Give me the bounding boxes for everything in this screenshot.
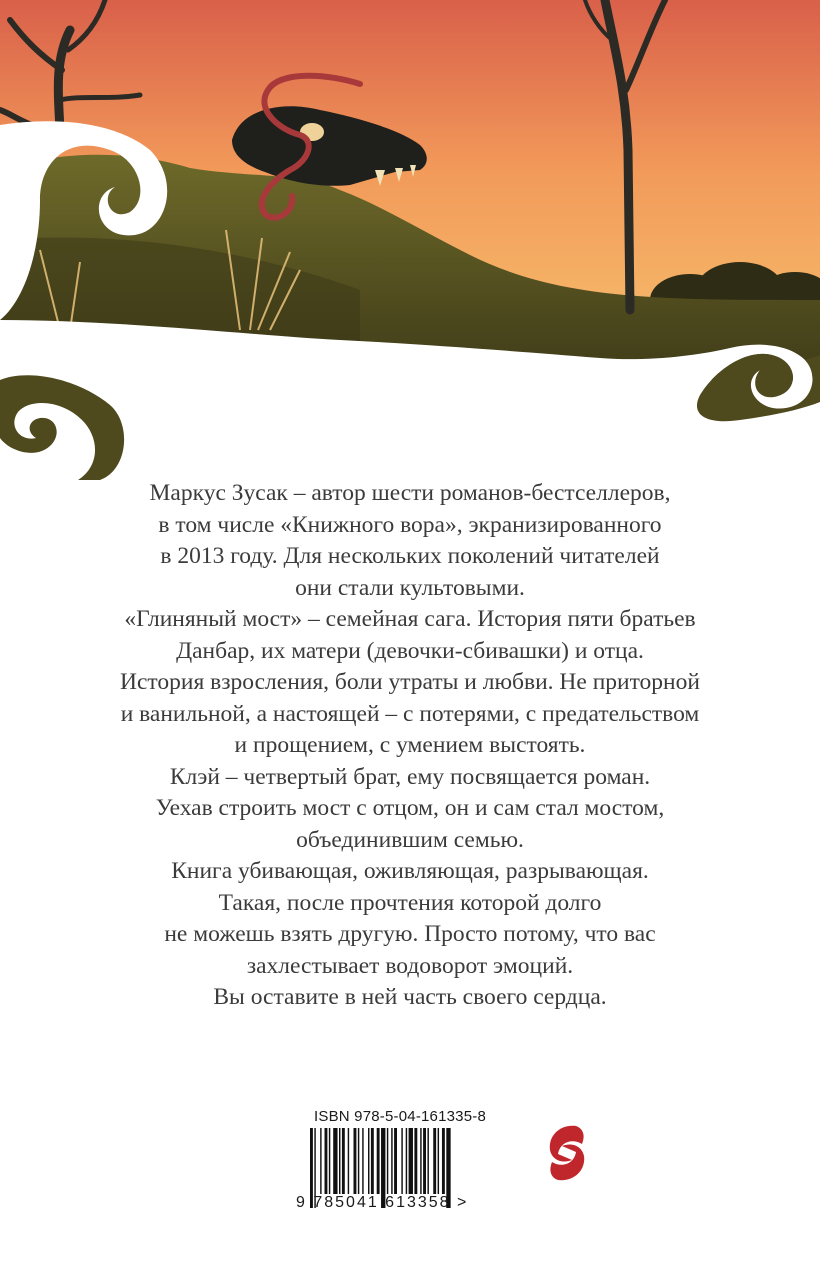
barcode-bar	[358, 1128, 359, 1194]
blurb-line: Вы оставите в ней часть своего сердца.	[213, 984, 607, 1010]
barcode-bar	[409, 1128, 413, 1194]
barcode-bar	[423, 1128, 426, 1194]
barcode-bar	[348, 1128, 349, 1194]
blurb-line: и прощением, с умением выстоять.	[234, 732, 586, 758]
barcode-bar	[420, 1128, 421, 1194]
blurb-line: Книга убивающая, оживляющая, разрывающая.	[171, 858, 649, 884]
barcode-bar	[333, 1128, 337, 1194]
barcode-bar	[394, 1128, 397, 1194]
eksmo-logo-icon	[546, 1120, 588, 1186]
barcode-bar	[362, 1128, 363, 1194]
blurb-line: Такая, после прочтения которой долго	[218, 889, 602, 916]
isbn-label: ISBN 978-5-04-161335-8	[314, 1108, 487, 1125]
blurb-line: Маркус Зусак – автор шести романов-бестселлеров,	[149, 480, 671, 506]
barcode-bar	[325, 1128, 328, 1194]
barcode-bar	[427, 1128, 428, 1194]
barcode-bar	[433, 1128, 436, 1194]
blurb-line: объединившим семью.	[296, 826, 524, 853]
barcode-bar	[387, 1128, 388, 1194]
barcode-bar	[406, 1128, 407, 1194]
barcode-bar	[329, 1128, 330, 1194]
barcode-bar	[368, 1128, 369, 1194]
blurb-line: и ванильной, а настоящей – с потерями, с предательством	[120, 700, 700, 727]
barcode-bar	[320, 1128, 321, 1194]
blurb-line: в 2013 году. Для нескольких поколений читателей	[160, 543, 660, 569]
barcode-bar	[354, 1128, 357, 1194]
cover-illustration	[0, 0, 820, 480]
barcode-bar	[438, 1128, 439, 1194]
blurb-line: в том числе «Книжного вора», экранизированного	[158, 511, 662, 538]
barcode-bar	[391, 1128, 392, 1194]
blurb-line: захлестывает водоворот эмоций.	[246, 952, 574, 979]
blurb-line: Данбар, их матери (девочки-сбивашки) и отца.	[176, 637, 644, 664]
blurb-line: они стали культовыми.	[295, 574, 525, 601]
barcode-bar	[371, 1128, 374, 1194]
blurb-line: Клэй – четвертый брат, ему посвящается роман.	[169, 763, 651, 790]
barcode-bar	[377, 1128, 380, 1194]
barcode-bar	[339, 1128, 340, 1194]
barcode-bar	[401, 1128, 402, 1194]
book-blurb	[60, 478, 760, 1014]
barcode-bar	[414, 1128, 417, 1194]
blurb-line: Уехав строить мост с отцом, он и сам стал мостом,	[155, 795, 665, 821]
ean-digits: 9 785041 613358 >	[296, 1194, 469, 1211]
blurb-line: «Глиняный мост» – семейная сага. История пяти братьев	[124, 606, 696, 632]
blurb-line: История взросления, боли утраты и любви. Не приторной	[120, 669, 700, 695]
barcode-bar	[342, 1128, 345, 1194]
blurb-line: не можешь взять другую. Просто потому, что вас	[164, 921, 656, 947]
barcode-bar	[442, 1128, 445, 1194]
